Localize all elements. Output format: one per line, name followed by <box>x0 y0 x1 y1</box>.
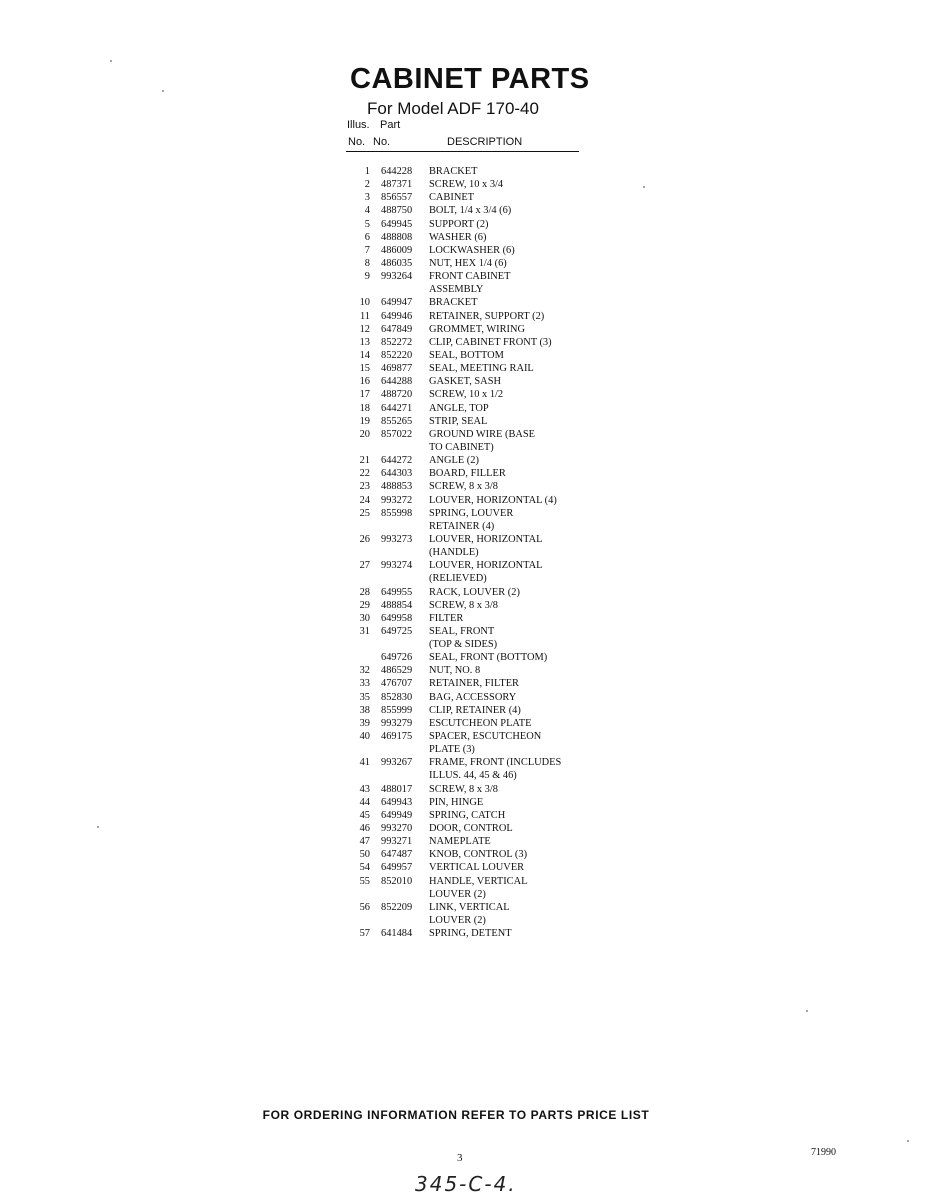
parts-row <box>346 796 606 809</box>
illus-number: 23 <box>359 481 370 493</box>
parts-row <box>346 638 606 651</box>
parts-row <box>346 691 606 704</box>
parts-row <box>346 296 606 309</box>
part-description: (TOP & SIDES) <box>429 639 498 651</box>
parts-row <box>346 480 606 493</box>
part-description: SUPPORT (2) <box>429 218 489 230</box>
header-illus: Illus. <box>347 119 370 131</box>
header-part-no: No. <box>373 136 391 148</box>
part-description: LOUVER (2) <box>429 915 486 927</box>
part-description: CABINET <box>429 192 475 204</box>
part-description: RETAINER, SUPPORT (2) <box>429 310 545 322</box>
part-description: SCREW, 8 x 3/8 <box>429 783 498 795</box>
parts-row <box>346 927 606 940</box>
parts-row <box>346 677 606 690</box>
parts-row <box>346 888 606 901</box>
parts-row <box>346 336 606 349</box>
parts-row <box>346 743 606 756</box>
parts-row <box>346 323 606 336</box>
part-description: CLIP, CABINET FRONT (3) <box>429 336 552 348</box>
part-description: PIN, HINGE <box>429 796 484 808</box>
part-description: SCREW, 10 x 1/2 <box>429 389 504 401</box>
part-number: 852220 <box>381 349 413 361</box>
parts-row <box>346 283 606 296</box>
part-description: ANGLE (2) <box>429 455 479 467</box>
illus-number: 16 <box>359 376 370 388</box>
parts-row <box>346 507 606 520</box>
illus-number: 8 <box>364 257 370 269</box>
parts-row <box>346 454 606 467</box>
part-number: 852010 <box>381 875 413 887</box>
illus-number: 31 <box>359 625 370 637</box>
part-description: ANGLE, TOP <box>429 402 489 414</box>
illus-number: 57 <box>359 928 370 940</box>
part-number: 993273 <box>381 533 413 545</box>
parts-row <box>346 848 606 861</box>
parts-row <box>346 165 606 178</box>
part-number: 476707 <box>381 678 413 690</box>
part-number: 649945 <box>381 218 413 230</box>
illus-number: 41 <box>359 757 370 769</box>
parts-row <box>346 257 606 270</box>
illus-number: 46 <box>359 823 370 835</box>
part-number: 649958 <box>381 612 413 624</box>
parts-row <box>346 244 606 257</box>
part-number: 857022 <box>381 428 413 440</box>
illus-number: 56 <box>359 901 370 913</box>
part-description: FRONT CABINET <box>429 271 511 283</box>
parts-row <box>346 783 606 796</box>
part-number: 647487 <box>381 849 413 861</box>
illus-number: 3 <box>364 192 370 204</box>
part-description: DOOR, CONTROL <box>429 823 513 835</box>
part-number: 649955 <box>381 586 413 598</box>
illus-number: 43 <box>359 783 370 795</box>
part-description: SEAL, MEETING RAIL <box>429 363 534 375</box>
part-number: 488854 <box>381 599 413 611</box>
parts-row <box>346 388 606 401</box>
part-description: VERTICAL LOUVER <box>429 862 525 874</box>
part-number: 486009 <box>381 244 413 256</box>
illus-number: 27 <box>359 560 370 572</box>
part-number: 993274 <box>381 560 413 572</box>
illus-number: 17 <box>359 389 370 401</box>
parts-row <box>346 402 606 415</box>
parts-row <box>346 375 606 388</box>
illus-number: 24 <box>359 494 370 506</box>
part-description: KNOB, CONTROL (3) <box>429 849 528 861</box>
illus-number: 12 <box>359 323 370 335</box>
part-description: BRACKET <box>429 166 478 177</box>
parts-row <box>346 612 606 625</box>
part-description: LOUVER, HORIZONTAL <box>429 560 543 572</box>
part-description: GASKET, SASH <box>429 376 501 388</box>
part-description: BRACKET <box>429 297 478 309</box>
part-description: SPRING, DETENT <box>429 928 512 940</box>
parts-row <box>346 349 606 362</box>
part-description: ILLUS. 44, 45 & 46) <box>429 770 517 782</box>
illus-number: 44 <box>359 796 370 808</box>
parts-row <box>346 769 606 782</box>
parts-row <box>346 441 606 454</box>
part-number: 855999 <box>381 704 413 716</box>
part-description: GROUND WIRE (BASE <box>429 428 536 440</box>
scan-speck <box>806 1010 808 1012</box>
part-number: 644272 <box>381 455 413 467</box>
part-description: TO CABINET) <box>429 441 494 453</box>
parts-row <box>346 835 606 848</box>
part-description: LOUVER, HORIZONTAL (4) <box>429 494 557 506</box>
illus-number: 5 <box>364 218 370 230</box>
parts-row <box>346 218 606 231</box>
part-description: RACK, LOUVER (2) <box>429 586 520 598</box>
part-description: LINK, VERTICAL <box>429 901 510 913</box>
parts-row <box>346 756 606 769</box>
illus-number: 13 <box>359 336 370 348</box>
part-number: 852209 <box>381 901 413 913</box>
parts-row <box>346 231 606 244</box>
part-description: SEAL, FRONT (BOTTOM) <box>429 652 548 664</box>
part-description: SCREW, 8 x 3/8 <box>429 481 498 493</box>
part-number: 488750 <box>381 205 413 217</box>
part-number: 852272 <box>381 336 413 348</box>
part-number: 993267 <box>381 757 413 769</box>
parts-row <box>346 599 606 612</box>
header-illus-no: No. <box>348 136 366 148</box>
illus-number: 2 <box>364 179 370 191</box>
part-description: NUT, HEX 1/4 (6) <box>429 257 507 269</box>
part-number: 488853 <box>381 481 413 493</box>
illus-number: 9 <box>364 271 370 283</box>
header-rule <box>346 151 579 152</box>
part-number: 488808 <box>381 231 413 243</box>
part-number: 644303 <box>381 468 413 480</box>
illus-number: 4 <box>364 205 370 217</box>
illus-number: 25 <box>359 507 370 519</box>
part-description: SCREW, 8 x 3/8 <box>429 599 498 611</box>
part-description: LOCKWASHER (6) <box>429 244 515 256</box>
illus-number: 1 <box>364 166 370 177</box>
scan-speck <box>162 90 164 92</box>
ordering-footer: FOR ORDERING INFORMATION REFER TO PARTS PRICE LIST <box>262 1108 650 1122</box>
illus-number: 10 <box>359 297 370 309</box>
parts-row <box>346 415 606 428</box>
part-description: HANDLE, VERTICAL <box>429 875 528 887</box>
model-subtitle: For Model ADF 170-40 <box>367 99 539 118</box>
parts-row <box>346 822 606 835</box>
parts-list <box>346 165 606 940</box>
part-description: BOLT, 1/4 x 3/4 (6) <box>429 205 512 217</box>
part-number: 647849 <box>381 323 413 335</box>
part-description: NAMEPLATE <box>429 836 491 848</box>
part-number: 488017 <box>381 783 413 795</box>
part-number: 993272 <box>381 494 413 506</box>
parts-row <box>346 204 606 217</box>
illus-number: 47 <box>359 836 370 848</box>
illus-number: 35 <box>359 691 370 703</box>
part-description: SEAL, FRONT <box>429 625 495 637</box>
illus-number: 45 <box>359 809 370 821</box>
part-number: 644228 <box>381 166 413 177</box>
parts-row <box>346 717 606 730</box>
parts-row <box>346 664 606 677</box>
part-description: ASSEMBLY <box>429 284 484 296</box>
part-number: 644288 <box>381 376 413 388</box>
part-number: 993270 <box>381 823 413 835</box>
parts-row <box>346 586 606 599</box>
illus-number: 26 <box>359 533 370 545</box>
illus-number: 55 <box>359 875 370 887</box>
part-description: (HANDLE) <box>429 547 479 559</box>
part-description: (RELIEVED) <box>429 573 487 585</box>
handwritten-note: 345-C-4. <box>415 1172 517 1196</box>
parts-row <box>346 178 606 191</box>
parts-row <box>346 270 606 283</box>
part-description: SCREW, 10 x 3/4 <box>429 179 504 191</box>
part-description: NUT, NO. 8 <box>429 665 481 677</box>
part-number: 649947 <box>381 297 413 309</box>
part-description: PLATE (3) <box>429 744 475 756</box>
illus-number: 15 <box>359 363 370 375</box>
part-description: ESCUTCHEON PLATE <box>429 717 532 729</box>
part-number: 993279 <box>381 717 413 729</box>
part-number: 855998 <box>381 507 413 519</box>
document-number: 71990 <box>811 1147 836 1158</box>
parts-row <box>346 809 606 822</box>
part-number: 469877 <box>381 363 413 375</box>
part-description: LOUVER (2) <box>429 888 486 900</box>
part-number: 469175 <box>381 731 413 743</box>
page-number: 3 <box>457 1152 463 1164</box>
part-description: BAG, ACCESSORY <box>429 691 517 703</box>
part-description: GROMMET, WIRING <box>429 323 526 335</box>
illus-number: 20 <box>359 428 370 440</box>
parts-row <box>346 625 606 638</box>
illus-number: 54 <box>359 862 370 874</box>
part-description: SPRING, LOUVER <box>429 507 514 519</box>
scan-speck <box>643 186 645 188</box>
parts-row <box>346 494 606 507</box>
part-number: 993264 <box>381 271 413 283</box>
part-number: 852830 <box>381 691 413 703</box>
part-number: 649957 <box>381 862 413 874</box>
scan-speck <box>907 1140 909 1142</box>
part-description: SEAL, BOTTOM <box>429 349 504 361</box>
part-description: RETAINER, FILTER <box>429 678 519 690</box>
scan-speck <box>97 826 99 828</box>
part-description: STRIP, SEAL <box>429 415 488 427</box>
part-number: 649943 <box>381 796 413 808</box>
parts-row <box>346 533 606 546</box>
part-number: 486035 <box>381 257 413 269</box>
part-number: 855265 <box>381 415 413 427</box>
part-number: 641484 <box>381 928 413 940</box>
illus-number: 33 <box>359 678 370 690</box>
parts-row <box>346 730 606 743</box>
part-number: 649949 <box>381 809 413 821</box>
parts-row <box>346 559 606 572</box>
part-description: WASHER (6) <box>429 231 487 243</box>
illus-number: 6 <box>364 231 370 243</box>
illus-number: 30 <box>359 612 370 624</box>
parts-row <box>346 428 606 441</box>
part-number: 487371 <box>381 179 413 191</box>
illus-number: 14 <box>359 349 370 361</box>
parts-row <box>346 310 606 323</box>
illus-number: 32 <box>359 665 370 677</box>
parts-row <box>346 704 606 717</box>
illus-number: 7 <box>364 244 370 256</box>
illus-number: 18 <box>359 402 370 414</box>
parts-row <box>346 875 606 888</box>
part-description: RETAINER (4) <box>429 520 495 532</box>
parts-row <box>346 901 606 914</box>
part-number: 644271 <box>381 402 413 414</box>
part-description: CLIP, RETAINER (4) <box>429 704 521 716</box>
header-part: Part <box>380 119 401 131</box>
parts-row <box>346 546 606 559</box>
part-number: 486529 <box>381 665 413 677</box>
part-description: SPACER, ESCUTCHEON <box>429 731 542 743</box>
part-description: SPRING, CATCH <box>429 809 506 821</box>
illus-number: 22 <box>359 468 370 480</box>
illus-number: 39 <box>359 717 370 729</box>
illus-number: 40 <box>359 731 370 743</box>
parts-row <box>346 572 606 585</box>
parts-row <box>346 362 606 375</box>
illus-number: 50 <box>359 849 370 861</box>
illus-number: 21 <box>359 455 370 467</box>
part-number: 488720 <box>381 389 413 401</box>
parts-row <box>346 861 606 874</box>
part-description: LOUVER, HORIZONTAL <box>429 533 543 545</box>
illus-number: 11 <box>359 310 370 322</box>
part-number: 993271 <box>381 836 413 848</box>
illus-number: 19 <box>359 415 370 427</box>
illus-number: 28 <box>359 586 370 598</box>
parts-row <box>346 467 606 480</box>
part-number: 649726 <box>381 652 413 664</box>
parts-row <box>346 520 606 533</box>
part-number: 856557 <box>381 192 413 204</box>
part-description: FRAME, FRONT (INCLUDES <box>429 757 562 769</box>
parts-row <box>346 191 606 204</box>
parts-row <box>346 651 606 664</box>
header-description: DESCRIPTION <box>447 136 523 148</box>
illus-number: 38 <box>359 704 370 716</box>
part-description: BOARD, FILLER <box>429 468 506 480</box>
page-title: CABINET PARTS <box>350 63 590 95</box>
scan-speck <box>110 60 112 62</box>
illus-number: 29 <box>359 599 370 611</box>
part-number: 649725 <box>381 625 413 637</box>
part-description: FILTER <box>429 612 464 624</box>
part-number: 649946 <box>381 310 413 322</box>
parts-row <box>346 914 606 927</box>
